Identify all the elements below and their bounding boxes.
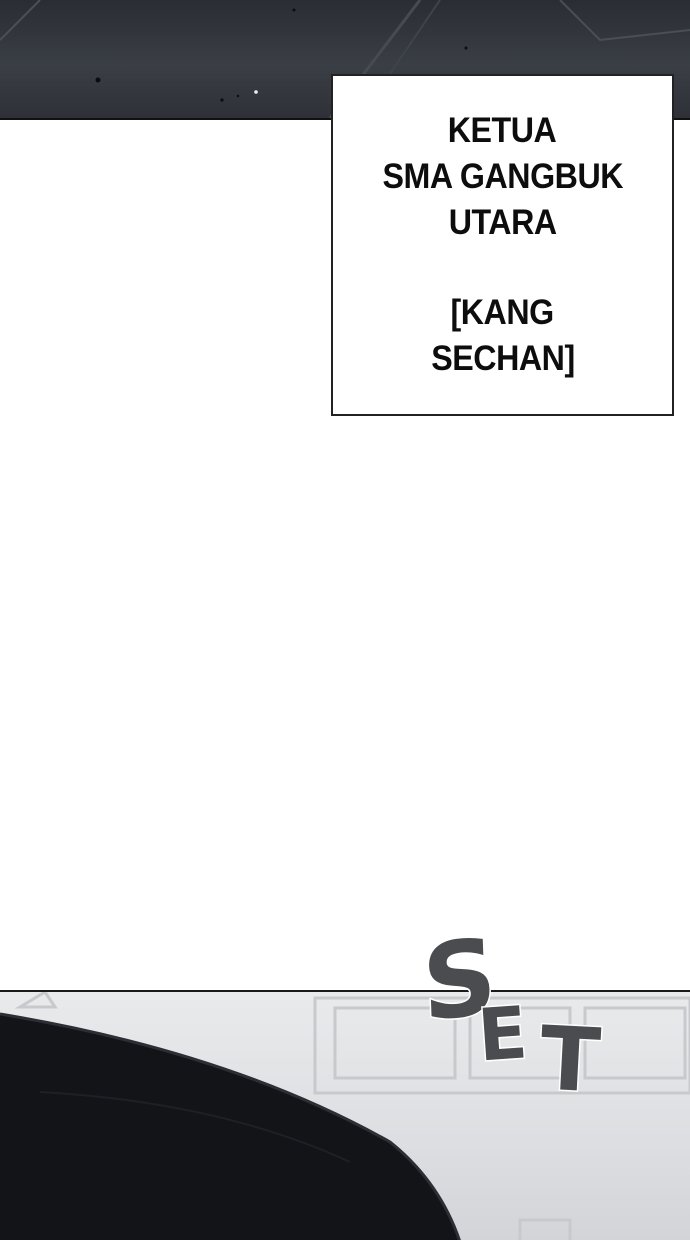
caption-line-1: KETUA: [448, 111, 557, 150]
sfx-letter-t: T: [537, 1006, 603, 1113]
caption-line-4: [KANG: [450, 293, 555, 332]
sfx-letter-s: S: [420, 913, 499, 1047]
caption-line-2: SMA GANGBUK: [382, 157, 623, 196]
sfx-letter-e: E: [475, 990, 531, 1078]
caption-line-5: SECHAN]: [430, 339, 575, 378]
caption-line-3: UTARA: [448, 203, 557, 242]
caption-box: [331, 74, 674, 416]
